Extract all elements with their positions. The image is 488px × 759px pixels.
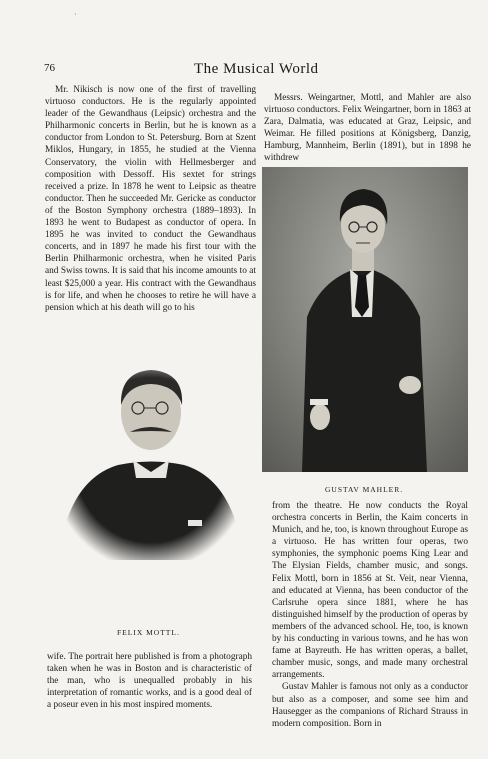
mottl-caption: FELIX MOTTL. xyxy=(117,628,180,637)
left-column-bottom-text xyxy=(47,651,252,711)
running-title: The Musical World xyxy=(194,61,319,77)
paragraph: Messrs. Weingartner, Mottl, and Mahler are also virtuoso conductors. Felix Weingartner, born in 1863 at Zara, Dalmatia, was educated at Graz, Leipsic, and Weimar. He filled positions at Königsberg, Danzig, Hamburg, Mannheim, Berlin (1891), but in 1898 he withdrew xyxy=(264,93,471,164)
right-column-top-text xyxy=(264,92,471,165)
mottl-portrait-drawing xyxy=(58,360,244,560)
mahler-portrait-photo xyxy=(262,167,468,472)
mottl-portrait-photo xyxy=(58,360,244,560)
page-number: 76 xyxy=(44,62,55,74)
paragraph: Mr. Nikisch is now one of the first of travelling virtuoso conductors. He is the regularly appointed leader of the Gewandhaus (Leipsic) orchestra and the Philharmonic concerts in Berlin, but he is known as a conductor from London to St. Petersburg. Born at Szent Miklos, Hungary, in 1855, he studied at the Vienna Conservatory, the violin with Hellmesberger and composition with Dessoff. His sextet for strings received a prize. In 1878 he went to Leipsic as theatre conductor. Then he succeeded Mr. Gericke as conductor of the Boston Symphony orchestra (1889–1893). In 1893 he went to Budapest as conductor of opera. In 1895 he was invited to conduct the Gewandhaus concerts, and in 1897 he made his first tour with the Berlin Philharmonic orchestra, when he visited Paris and Swiss towns. It is said that his income amounts to at least $25,000 a year. His contract with the Gewandhaus is for life, and when he chooses to retire he will have a pension which at his death will go to his xyxy=(45,85,256,313)
mahler-caption: GUSTAV MAHLER. xyxy=(325,485,404,494)
right-column-bottom-text xyxy=(272,500,468,730)
scan-mark: · xyxy=(74,10,77,19)
paragraph: Gustav Mahler is famous not only as a conductor but also as a composer, and some see him and Hausegger as the companions of Richard Strauss in modern composition. Born in xyxy=(272,682,468,729)
left-column-top-text xyxy=(45,84,256,314)
paragraph: wife. The portrait here published is from a photograph taken when he was in Boston and is characteristic of the man, who is unequalled probably in his interpretation of romantic works, and is a good deal of a poseur even in his most inspired moments. xyxy=(47,652,252,711)
mahler-portrait-drawing xyxy=(262,167,468,472)
paragraph: from the theatre. He now conducts the Royal orchestra concerts in Berlin, the Kaim concerts in Munich, and he, too, is known throughout Europe as a virtuoso. He has written four operas, two symphonies, the symphonic poems King Lear and The Elysian Fields, chamber music, and songs. Felix Mottl, born in 1856 at St. Veit, near Vienna, and educated at Vienna, has been conductor of the Carlsruhe opera since 1881, where he has distinguished himself by the production of operas by members of the advanced school. He, too, is known by his conducting in various towns, and he has won fame at Bayreuth. He has written operas, a ballet, chamber music, songs, and made many orchestral arrangements. xyxy=(272,501,468,681)
